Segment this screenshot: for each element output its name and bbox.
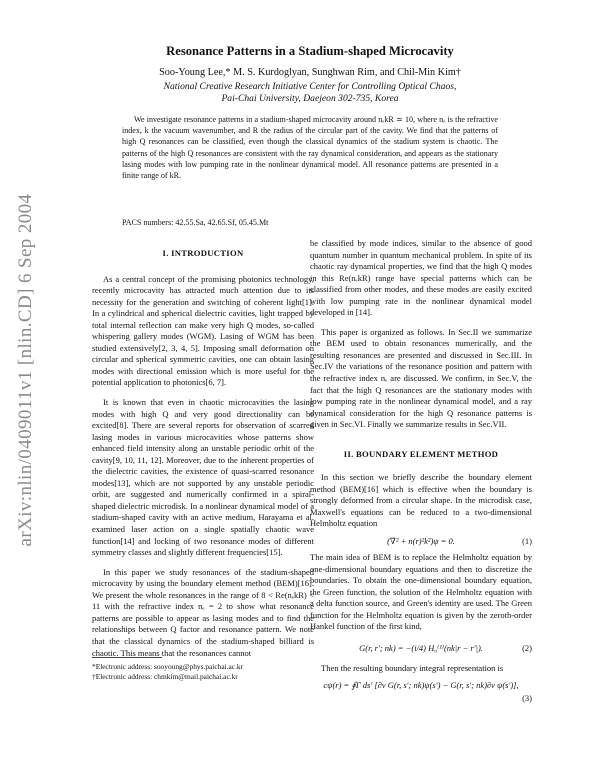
right-column <box>310 238 532 708</box>
equation-3 <box>310 678 532 704</box>
affiliation-line-1: National Creative Research Initiative Center for Controlling Optical Chaos, <box>163 81 457 92</box>
equation-1 <box>310 534 532 548</box>
affiliation <box>60 81 560 105</box>
arxiv-stamp-text: arXiv:nlin/0409011v1 [nlin.CD] 6 Sep 2004 <box>15 193 36 547</box>
abstract: We investigate resonance patterns in a stadium-shaped microcavity around nₑkR ≃ 10, where nₑ is the refractive index, k the vacuum wavenumber, and R the radius of the circular part of the cavity. We find that the patterns of high Q resonances can be classified, even though the classical dynamics of the stadium system is chaotic. The patterns of the high Q resonances are consistent with the ray dynamical consideration, and appears as the stationary lasing modes with low pumping rate in the nonlinear dynamical model. All resonance patterns are presented in a finite range of kR. <box>122 115 498 181</box>
equation-2-body: G(r, r′; nk) = −(i/4) H₀⁽¹⁾(nk|r − r′|). <box>359 642 483 653</box>
footnote-rule <box>92 657 162 658</box>
equation-3-body: cψ(r) = ∮Γ ds′ [∂ν G(r, s′; nk)ψ(s′) − G(r, s′; nk)∂ν ψ(s′)], <box>323 680 519 691</box>
intro-paragraph-3: In this paper we study resonances of the stadium-shaped microcavity by using the boundary element method (BEM)[16]. We present the whole resonances in the range of 8 < Re(nₑkR) < 11 with the refractive index nₑ = 2 to show what resonance patterns are possible to appear as lasing modes and to find the relationships between Q factor and resonance pattern. We note that the classical dynamics of the stadium-shaped billiard is chaotic. This means that the resonances cannot <box>92 566 314 658</box>
arxiv-stamp <box>6 160 46 580</box>
intro-paragraph-1: As a central concept of the promising photonics technology, recently microcavity has attracted much attention due to its necessity for the generation and switching of coherent light[1]. In a cylindrical and spherical dielectric cavities, light trapped by total internal reflection can make very high Q modes, so-called whispering gallery modes (WGM). Lasing of WGM has been studied extensively[2, 3, 4, 5]. Imposing small deformation on circular and spherical symmetric cavities, one can obtain lasing modes with directional emission which is more useful for the potential application to photonics[6, 7]. <box>92 273 314 388</box>
left-column <box>92 240 314 659</box>
bem-paragraph-2: The main idea of BEM is to replace the Helmholtz equation by one-dimensional boundary equations and then to discretize the boundaries. To obtain the one-dimensional boundary equation, the Green function, the solution of the Helmholtz equation with a delta function source, and Green's identity are used. The Green function for the Helmholtz equation is given by the zeroth-order Hankel function of the first kind, <box>310 552 532 632</box>
paper-title: Resonance Patterns in a Stadium-shaped Microcavity <box>166 44 454 58</box>
equation-1-body: (∇² + n(r)²k²)ψ = 0. <box>387 536 455 547</box>
intro-paragraph-5: This paper is organized as follows. In Sec.II we summarize the BEM used to obtain resonances numerically, and the resulting resonances are presented and discussed in Sec.III. In Sec.IV the variations of the resonance position and pattern with the refractive index nₑ are discussed. We confirm, in Sec.V, the fact that the high Q resonances are the stationary modes with low pumping rate in the nonlinear dynamical model, and a ray dynamical consideration for the high Q resonance patterns is given in Sec.VI. Finally we summarize results in Sec.VII. <box>310 326 532 430</box>
intro-paragraph-4: be classified by mode indices, similar to the absence of good quantum number in quantum mechanical problem. In spite of its chaotic ray dynamical properties, we find that the high Q modes in this Re(nₑkR) range have special patterns which can be classified from other modes, and these modes are easily excited with low pumping rate in the nonlinear dynamical model developed in [14]. <box>310 238 532 318</box>
footnote-1: *Electronic address: sooyoung@phys.paichai.ac.kr <box>92 662 244 671</box>
pacs-numbers: PACS numbers: 42.55.Sa, 42.65.Sf, 05.45.Mt <box>122 218 269 227</box>
intro-paragraph-2: It is known that even in chaotic microcavities the lasing modes with high Q and very good directionality can be excited[8]. There are several reports for observation of scarred lasing modes in various microcavities whose patterns show enhanced field intensity along an unstable periodic orbit of the cavity[9, 10, 11, 12]. Moreover, due to the inherent properties of the dielectric cavities, the existence of quasi-scarred resonance modes[13], which are not supported by any unstable periodic orbit, are suggested and numerically confirmed in a spiral-shaped dielectric microdisk. In a nonlinear dynamical model of a stadium-shaped cavity with an active medium, Harayama et al. examined laser action on a single spatially chaotic wave function[14] and locking of two resonance modes of different symmetry classes and slightly different frequencies[15]. <box>92 397 314 558</box>
bem-paragraph-3: Then the resulting boundary integral representation is <box>321 662 504 673</box>
section-heading-bem: II. BOUNDARY ELEMENT METHOD <box>343 448 499 459</box>
equation-3-number: (3) <box>522 693 532 704</box>
section-heading-introduction: I. INTRODUCTION <box>162 248 244 258</box>
equation-2 <box>310 641 532 655</box>
affiliation-line-2: Pai-Chai University, Daejeon 302-735, Korea <box>221 93 399 104</box>
equation-2-number: (2) <box>522 642 532 653</box>
bem-paragraph-1: In this section we briefly describe the boundary element method (BEM)[16] which is effective when the boundary is strongly deformed from a circular shape. In the microdisk case, Maxwell's equations can be reduced to a two-dimensional Helmholtz equation <box>310 472 532 529</box>
author-list: Soo-Young Lee,* M. S. Kurdoglyan, Sunghwan Rim, and Chil-Min Kim† <box>159 67 461 78</box>
equation-1-number: (1) <box>522 536 532 547</box>
footnote-2: †Electronic address: chmkim@mail.paichai.ac.kr <box>92 672 238 681</box>
